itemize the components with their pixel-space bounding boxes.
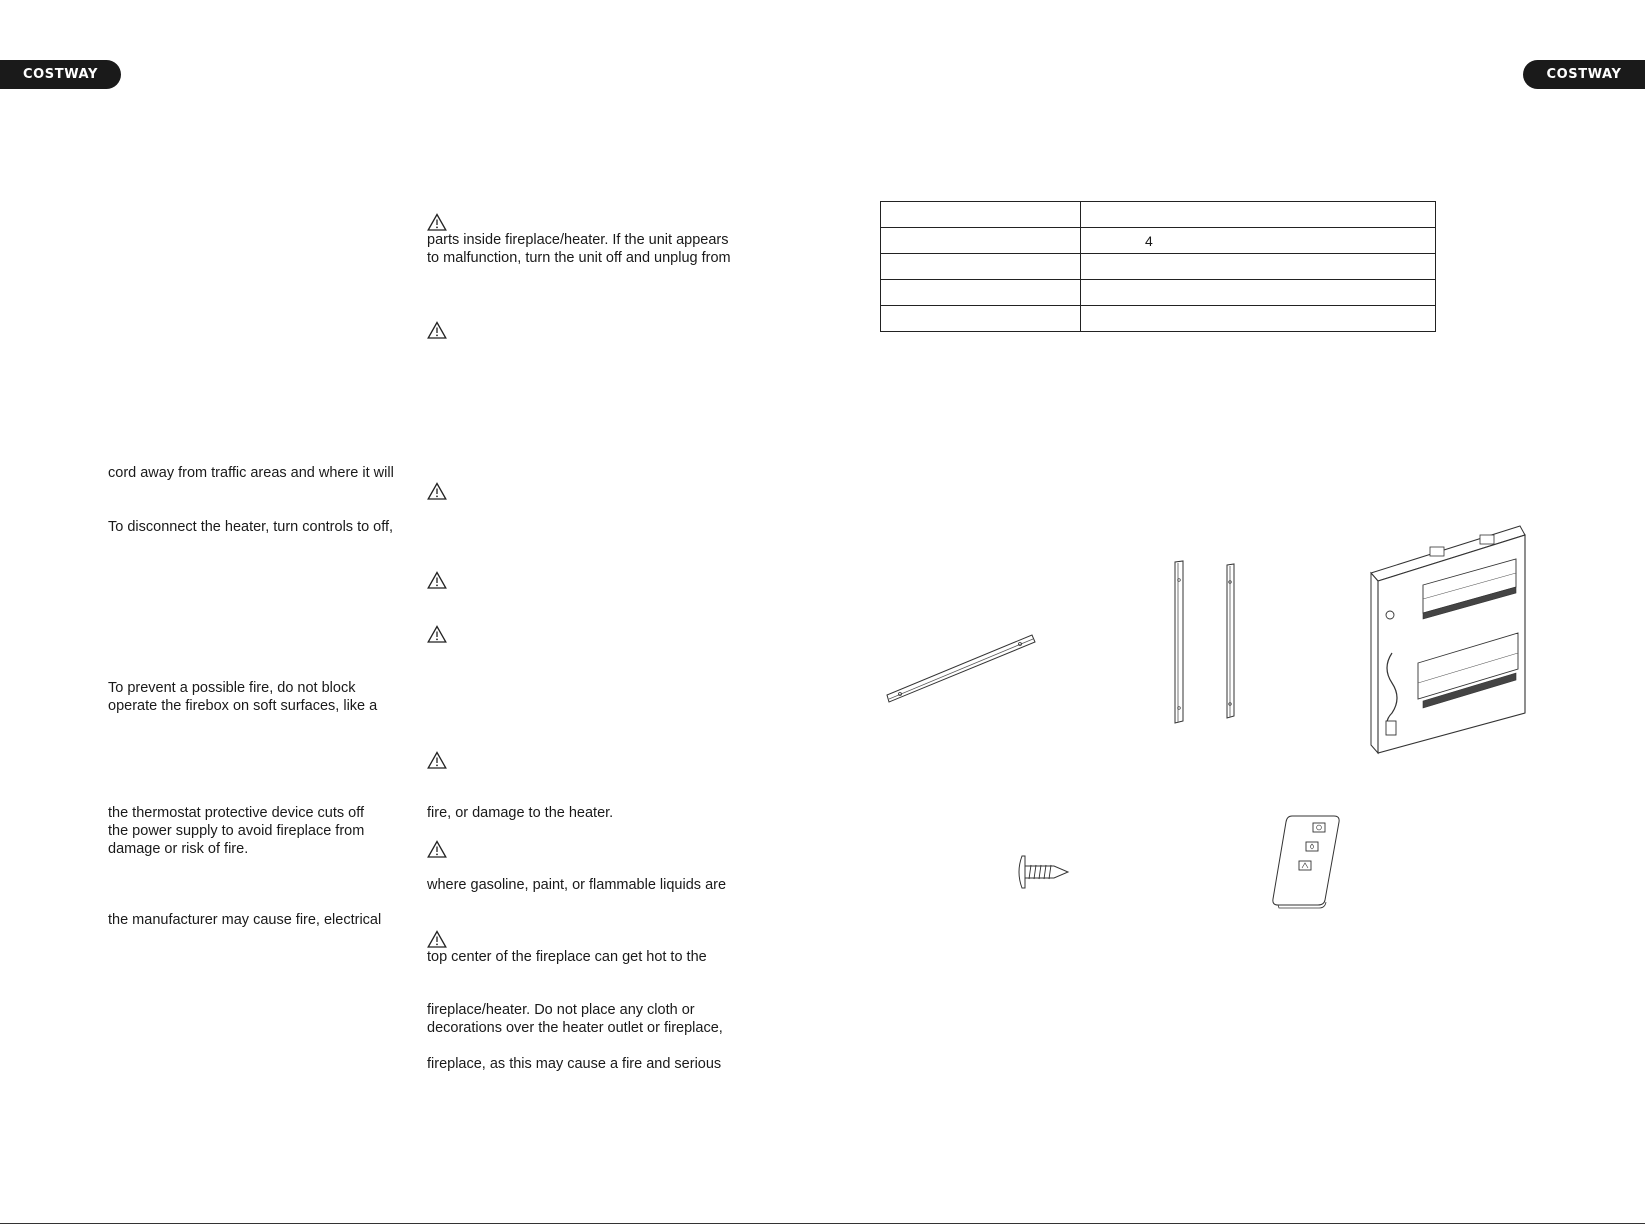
- left-text-cord: cord away from traffic areas and where it will: [108, 465, 394, 481]
- warning-triangle-icon: [427, 625, 447, 643]
- mid-text-cloth-2: decorations over the heater outlet or fireplace,: [427, 1020, 723, 1036]
- bottom-bracket-illustration: [880, 630, 1040, 710]
- brand-logo-left: COSTWAY: [0, 60, 121, 89]
- table-cell-value: [1081, 254, 1436, 280]
- left-text-prevent-2: operate the firebox on soft surfaces, like a: [108, 698, 378, 714]
- warning-triangle-icon: [427, 840, 447, 858]
- left-text-thermo-3: damage or risk of fire.: [108, 841, 249, 857]
- table-row: [881, 202, 1436, 228]
- table-cell-value: [1081, 202, 1436, 228]
- heat-icon: [1299, 861, 1311, 870]
- left-text-prevent-1: To prevent a possible fire, do not block: [108, 680, 356, 696]
- left-text-thermo-1: the thermostat protective device cuts off: [108, 805, 365, 821]
- table-cell-value: [1081, 306, 1436, 332]
- table-cell-value: 4: [1081, 228, 1436, 254]
- mid-text-fire-damage: fire, or damage to the heater.: [427, 805, 614, 821]
- remote-control-illustration: [1270, 812, 1350, 912]
- table-cell-label: [881, 228, 1081, 254]
- warning-triangle-icon: [427, 751, 447, 769]
- mid-text-serious: fireplace, as this may cause a fire and serious: [427, 1056, 722, 1072]
- mid-text-cloth-1: fireplace/heater. Do not place any cloth or: [427, 1002, 695, 1018]
- warning-triangle-icon: [427, 930, 447, 948]
- warning-triangle-icon: [427, 213, 447, 231]
- warning-triangle-icon: [427, 571, 447, 589]
- left-text-disconnect: To disconnect the heater, turn controls to off,: [108, 519, 394, 535]
- warning-triangle-icon: [427, 482, 447, 500]
- mid-text-top-center: top center of the fireplace can get hot to the: [427, 949, 707, 965]
- table-row: [881, 280, 1436, 306]
- left-text-thermo-2: the power supply to avoid fireplace from: [108, 823, 365, 839]
- mid-text-gasoline: where gasoline, paint, or flammable liquids are: [427, 877, 727, 893]
- side-brackets-illustration: [1165, 558, 1245, 728]
- warning-triangle-icon: [427, 321, 447, 339]
- table-cell-value: [1081, 280, 1436, 306]
- page-bottom-rule: [0, 1223, 1645, 1224]
- table-row: [881, 254, 1436, 280]
- mid-text-parts-2: to malfunction, turn the unit off and unplug from: [427, 250, 731, 266]
- flame-icon: [1306, 842, 1318, 851]
- left-text-manufacturer: the manufacturer may cause fire, electrical: [108, 912, 382, 928]
- table-cell-label: [881, 280, 1081, 306]
- table-cell-label: [881, 202, 1081, 228]
- power-icon: [1313, 823, 1325, 832]
- table-cell-label: [881, 254, 1081, 280]
- table-row: [881, 228, 1436, 254]
- screw-illustration: [1016, 852, 1070, 892]
- spec-table: [880, 201, 1436, 332]
- fireplace-insert-illustration: [1368, 523, 1558, 763]
- mid-text-parts-1: parts inside fireplace/heater. If the unit appears: [427, 232, 729, 248]
- table-row: [881, 306, 1436, 332]
- brand-logo-right: COSTWAY: [1523, 60, 1645, 89]
- table-cell-label: [881, 306, 1081, 332]
